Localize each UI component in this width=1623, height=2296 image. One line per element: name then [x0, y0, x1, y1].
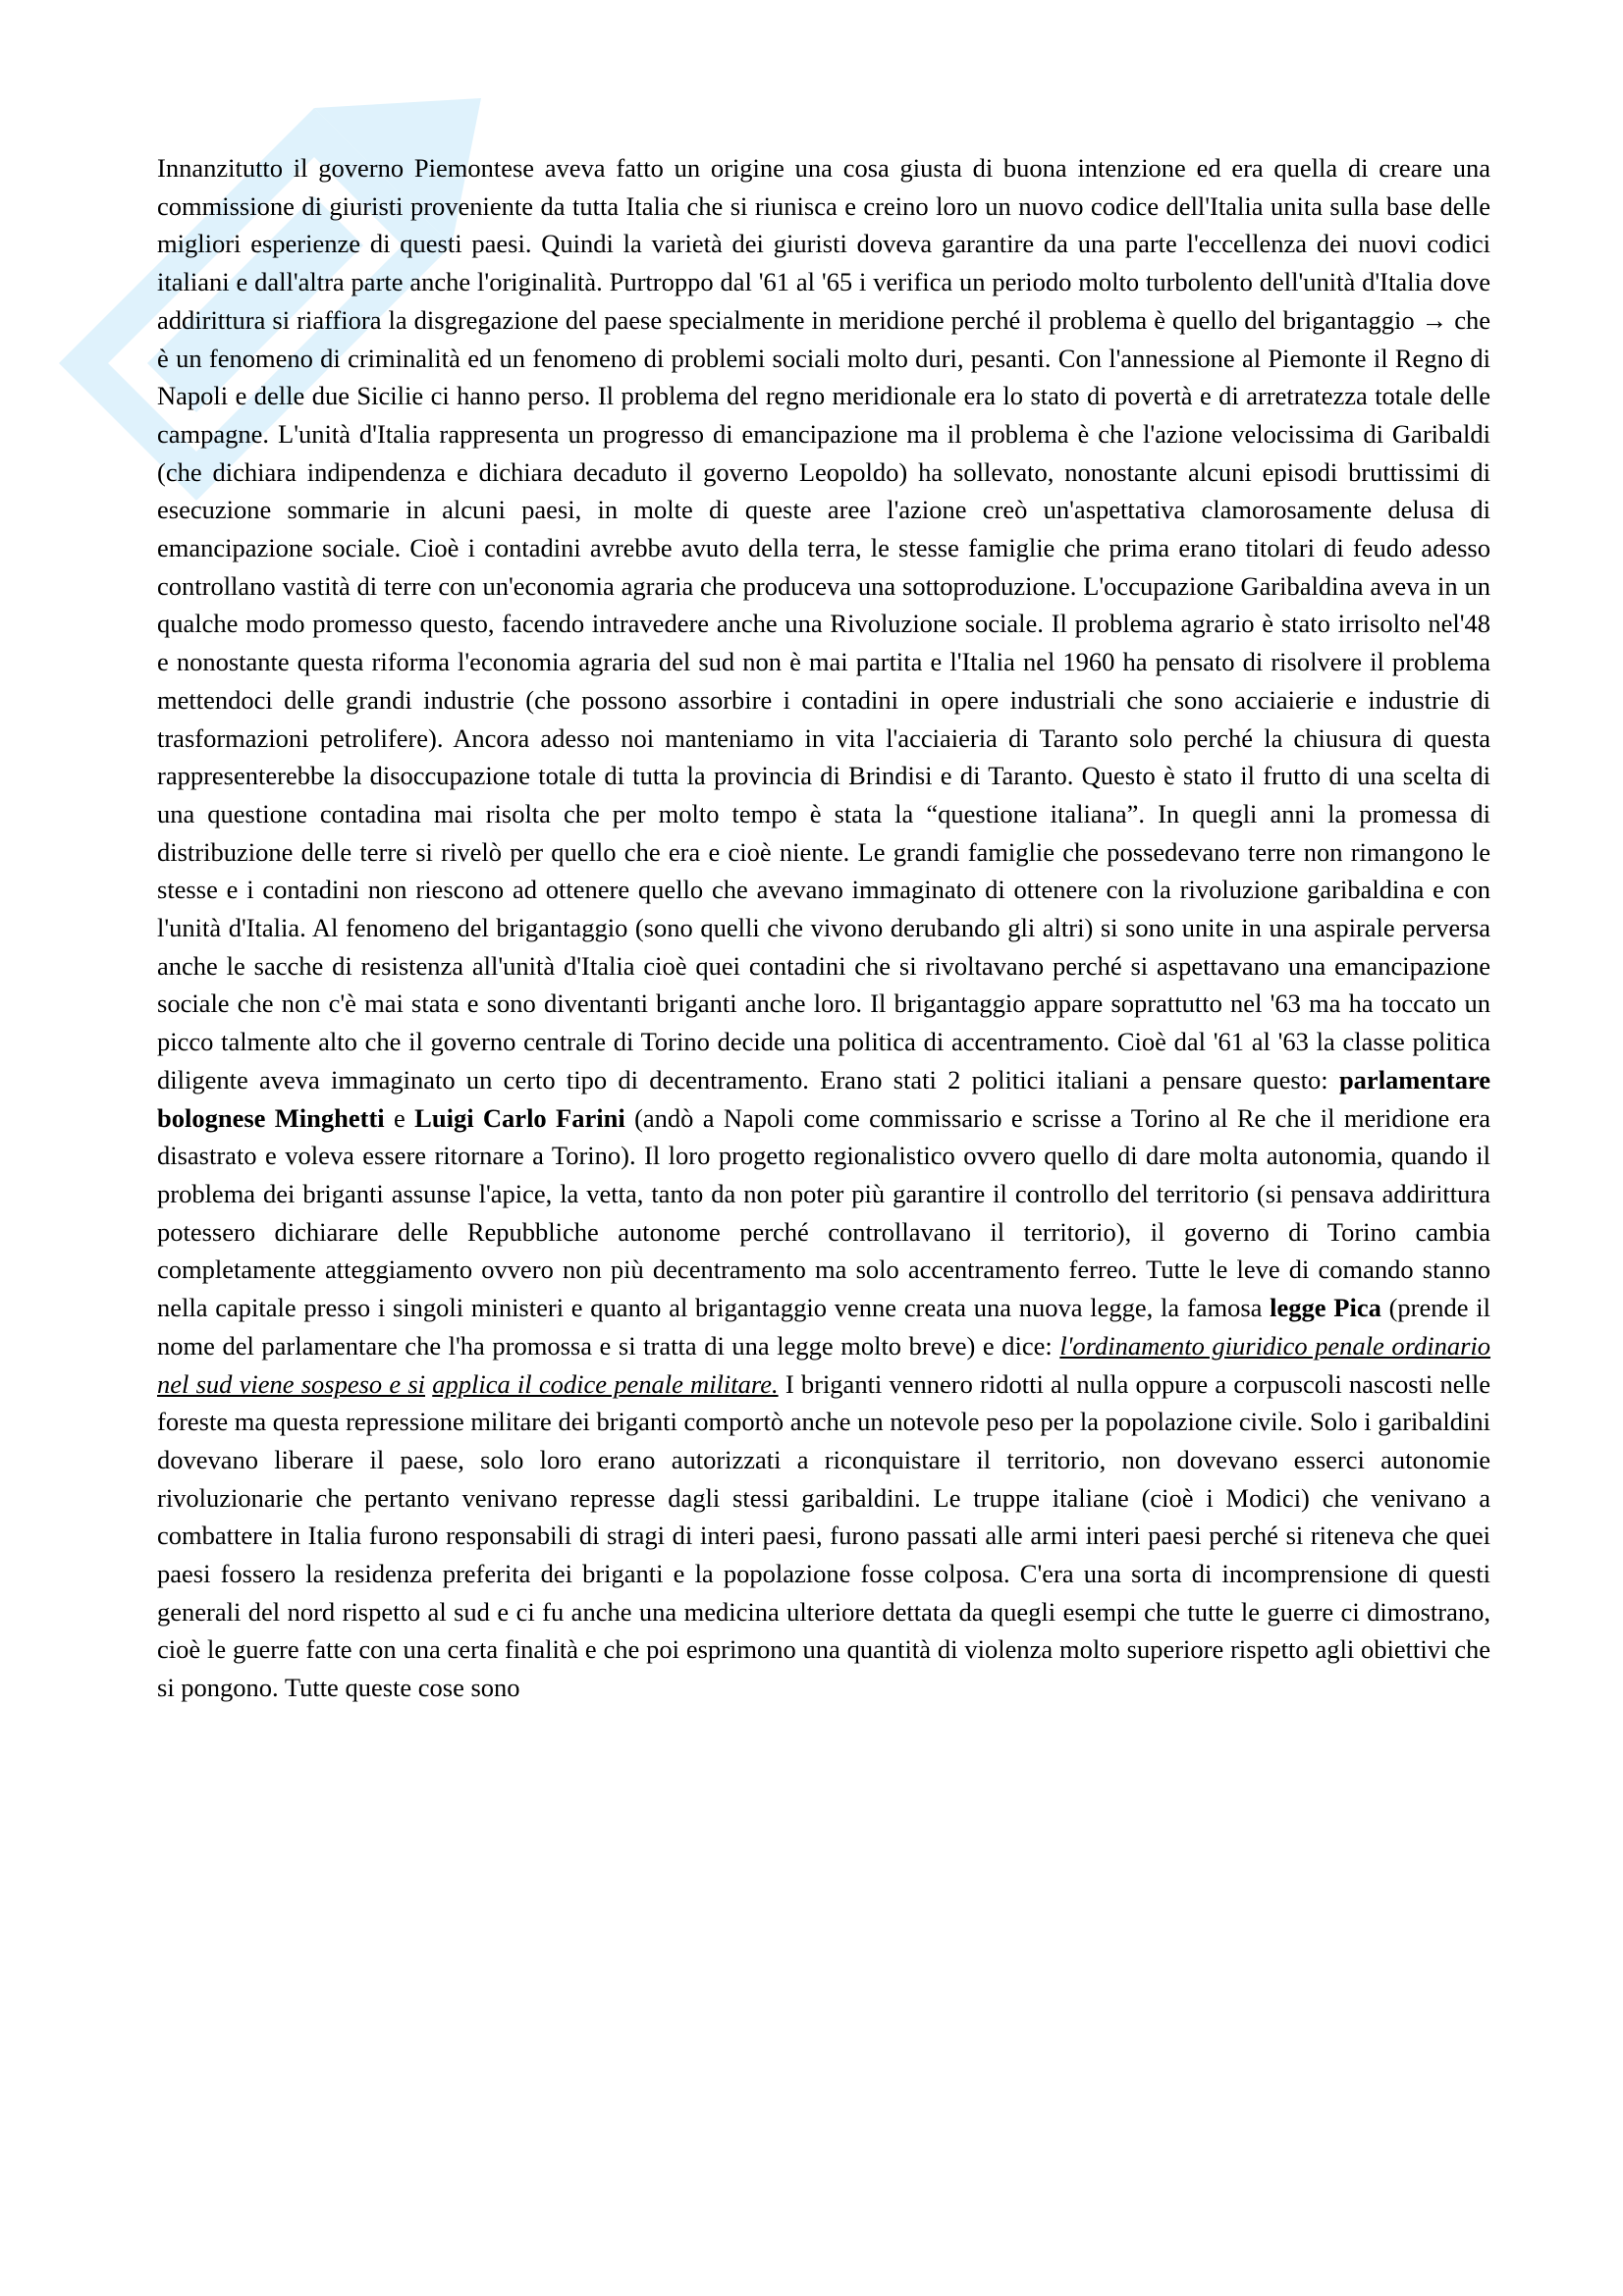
paragraph-text-4: I briganti vennero ridotti al nulla oppure a corpuscoli nascosti nelle foreste ma questa repressione militare dei briganti comportò anche un notevole peso per la popolazione civile. Solo i garibaldini dovevano liberare il paese, solo loro erano autorizzati a riconquistare il territorio, non dovevano esserci autonomie rivoluzionarie che pertanto venivano represse dagli stessi garibaldini. Le truppe italiane (cioè i Modici) che venivano a combattere in Italia furono responsabili di stragi di interi paesi, furono passati alle armi interi paesi perché si riteneva che quei paesi fossero la residenza preferita dei briganti e la popolazione fosse colposa. C'era una sorta di incomprensione di questi generali del nord rispetto al sud e ci fu anche una medicina ulteriore dettata da quegli esempi che tutte le guerre ci dimostrano, cioè le guerre fatte con una certa finalità e che poi esprimono una quantità di violenza molto superiore rispetto agli obiettivi che si pongono. Tutte queste cose sono — [157, 1368, 1491, 1703]
underlined-quote-1: l'ordinamento giuridico penale ordinario nel sud viene sospeso e si — [157, 1330, 1491, 1399]
paragraph-conjunction: e — [384, 1102, 415, 1133]
paragraph-text-1: Innanzitutto il governo Piemontese aveva fatto un origine una cosa giusta di buona intenzione ed era quella di creare una commissione di giuristi proveniente da tutta Italia che si riunisca e creino loro un nuovo codice dell'Italia unita sulla base delle migliori esperienze di questi paesi. Quindi la varietà dei giuristi doveva garantire da una parte l'eccellenza dei nuovi codici italiani e dall'altra parte anche l'originalità. Purtroppo dal '61 al '65 i verifica un periodo molto turbolento dell'unità d'Italia dove addirittura si riaffiora la disgregazione del paese specialmente in meridione perché il problema è quello del brigantaggio → che è un fenomeno di criminalità ed un fenomeno di problemi sociali molto duri, pesanti. Con l'annessione al Piemonte il Regno di Napoli e delle due Sicilie ci hanno perso. Il problema del regno meridionale era lo stato di povertà e di arretratezza totale delle campagne. L'unità d'Italia rappresenta un progresso di emancipazione ma il problema è che l'azione velocissima di Garibaldi (che dichiara indipendenza e dichiara decaduto il governo Leopoldo) ha sollevato, nonostante alcuni episodi bruttissimi di esecuzione sommarie in alcuni paesi, in molte di queste aree l'azione creò un'aspettativa clamorosamente delusa di emancipazione sociale. Cioè i contadini avrebbe avuto della terra, le stesse famiglie che prima erano titolari di feudo adesso controllano vastità di terre con un'economia agraria che produceva una sottoproduzione. L'occupazione Garibaldina aveva in un qualche modo promesso questo, facendo intravedere anche una Rivoluzione sociale. Il problema agrario è stato irrisolto nel'48 e nonostante questa riforma l'economia agraria del sud non è mai partita e l'Italia nel 1960 ha pensato di risolvere il problema mettendoci delle grandi industrie (che possono assorbire i contadini in opere industriali che sono acciaierie e industrie di trasformazioni petrolifere). Ancora adesso noi manteniamo in vita l'acciaieria di Taranto solo perché la chiusura di questa rappresenterebbe la disoccupazione totale di tutta la provincia di Brindisi e di Taranto. Questo è stato il frutto di una scelta di una questione contadina mai risolta che per molto tempo è stata la “questione italiana”. In quegli anni la promessa di distribuzione delle terre si rivelò per quello che era e cioè niente. Le grandi famiglie che possedevano terre non rimangono le stesse e i contadini non riescono ad ottenere quello che avevano immaginato di ottenere con la rivoluzione garibaldina e con l'unità d'Italia. Al fenomeno del brigantaggio (sono quelli che vivono derubando gli altri) si sono unite in una aspirale perversa anche le sacche di resistenza all'unità d'Italia cioè quei contadini che si rivoltavano perché si aspettavano una emancipazione sociale che non c'è mai stata e sono diventanti briganti anche loro. Il brigantaggio appare soprattutto nel '63 ma ha toccato un picco talmente alto che il governo centrale di Torino decide una politica di accentramento. Cioè dal '61 al '63 la classe politica diligente aveva immaginato un certo tipo di decentramento. Erano stati 2 politici italiani a pensare questo: — [157, 153, 1490, 1095]
body-paragraph — [157, 149, 1490, 1707]
bold-legge-pica: legge Pica — [1270, 1293, 1381, 1323]
paragraph-text-3: (prende il nome del parlamentare che l'ha promossa e si tratta di una legge molto breve) e dice: — [157, 1293, 1490, 1361]
bold-minghetti: parlamentare bolognese Minghetti — [157, 1064, 1490, 1133]
bold-farini: Luigi Carlo Farini — [414, 1102, 625, 1133]
paragraph-text-2: (andò a Napoli come commissario e scrisse a Torino al Re che il meridione era disastrato e voleva essere ritornare a Torino). Il loro progetto regionalistico ovvero quello di dare molta autonomia, quando il problema dei briganti assunse l'apice, la vetta, tanto da non poter più garantire il controllo del territorio (si pensava addirittura potessero dichiarare delle Repubbliche autonome perché controllavano il territorio), il governo di Torino cambia completamente atteggiamento ovvero non più decentramento ma solo accentramento ferreo. Tutte le leve di comando stanno nella capitale presso i singoli ministeri e quanto al brigantaggio venne creata una nuova legge, la famosa — [157, 1102, 1490, 1323]
underlined-quote-2: applica il codice penale militare. — [432, 1368, 779, 1399]
